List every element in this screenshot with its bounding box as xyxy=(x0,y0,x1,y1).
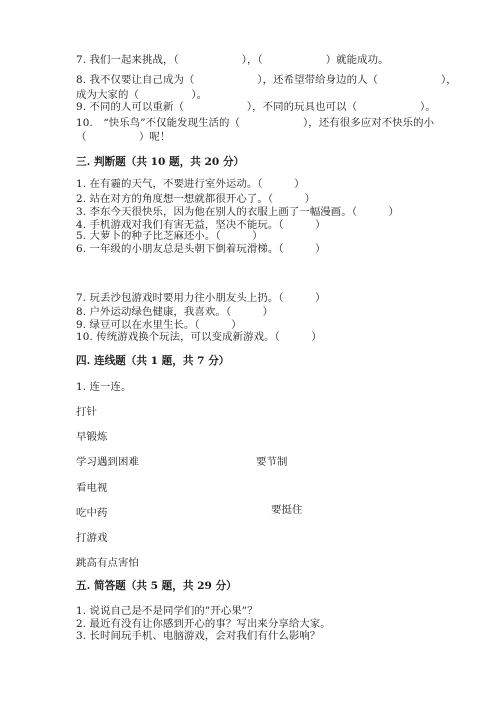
judge-item-5: 5. 大萝卜的种子比芝麻还小。（ ） xyxy=(76,230,263,242)
section-5-title: 五. 简答题（共 5 题，共 29 分） xyxy=(76,580,237,592)
short-answer-item-2: 2. 最近有没有让你感到开心的事？写出来分享给大家。 xyxy=(76,618,331,630)
judge-item-3: 3. 李东今天很快乐，因为他在别人的衣服上画了一幅漫画。（ ） xyxy=(76,206,400,218)
match-left-item-5: 吃中药 xyxy=(76,507,108,519)
judge-item-2: 2. 站在对方的角度想一想就都很开心了。（ ） xyxy=(76,193,316,205)
judge-item-1: 1. 在有霾的天气，不要进行室外运动。（ ） xyxy=(76,178,305,190)
judge-item-7: 7. 玩丢沙包游戏时要用力往小朋友头上扔。（ ） xyxy=(76,292,326,304)
fill-in-question-7: 7. 我们一起来挑战，（ ），（ ）就能成功。 xyxy=(76,54,389,66)
matching-instruction: 1. 连一连。 xyxy=(76,381,132,393)
judge-item-8: 8. 户外运动绿色健康，我喜欢。（ ） xyxy=(76,306,274,318)
judge-item-6: 6. 一年级的小朋友总是头朝下倒着玩滑梯。（ ） xyxy=(76,243,326,255)
section-3-title: 三. 判断题（共 10 题，共 20 分） xyxy=(76,156,245,168)
fill-in-question-10: 10. “快乐鸟”不仅能发现生活的（ ），还有很多应对不快乐的小 xyxy=(76,117,435,129)
match-left-item-3: 学习遇到困难 xyxy=(76,456,139,468)
fill-in-question-9: 9. 不同的人可以重新（ ），不同的玩具也可以（ ）。 xyxy=(76,101,436,113)
match-left-item-4: 看电视 xyxy=(76,482,108,494)
judge-item-9: 9. 绿豆可以在水里生长。（ ） xyxy=(76,319,242,331)
judge-item-10: 10. 传统游戏换个玩法，可以变成新游戏。（ ） xyxy=(76,331,322,343)
match-left-item-7: 跳高有点害怕 xyxy=(76,557,139,569)
match-right-item-2: 要挺住 xyxy=(271,504,303,516)
short-answer-item-3: 3. 长时间玩手机、电脑游戏，会对我们有什么影响？ xyxy=(76,630,321,642)
short-answer-item-1: 1. 说说自己是不是同学们的”开心果”？ xyxy=(76,605,258,617)
fill-in-question-10-cont: （ ）呢！ xyxy=(76,131,171,143)
match-right-item-1: 要节制 xyxy=(256,456,288,468)
match-left-item-6: 打游戏 xyxy=(76,532,108,544)
judge-item-4: 4. 手机游戏对我们有害无益，坚决不能玩。（ ） xyxy=(76,219,326,231)
fill-in-question-8: 8. 我不仅要让自己成为（ ），还希望带给身边的人（ ）， xyxy=(76,74,457,86)
match-left-item-1: 打针 xyxy=(76,406,97,418)
match-left-item-2: 早锻炼 xyxy=(76,431,108,443)
section-4-title: 四. 连线题（共 1 题，共 7 分） xyxy=(76,355,230,367)
fill-in-question-8-cont: 成为大家的（ ）。 xyxy=(76,89,208,101)
